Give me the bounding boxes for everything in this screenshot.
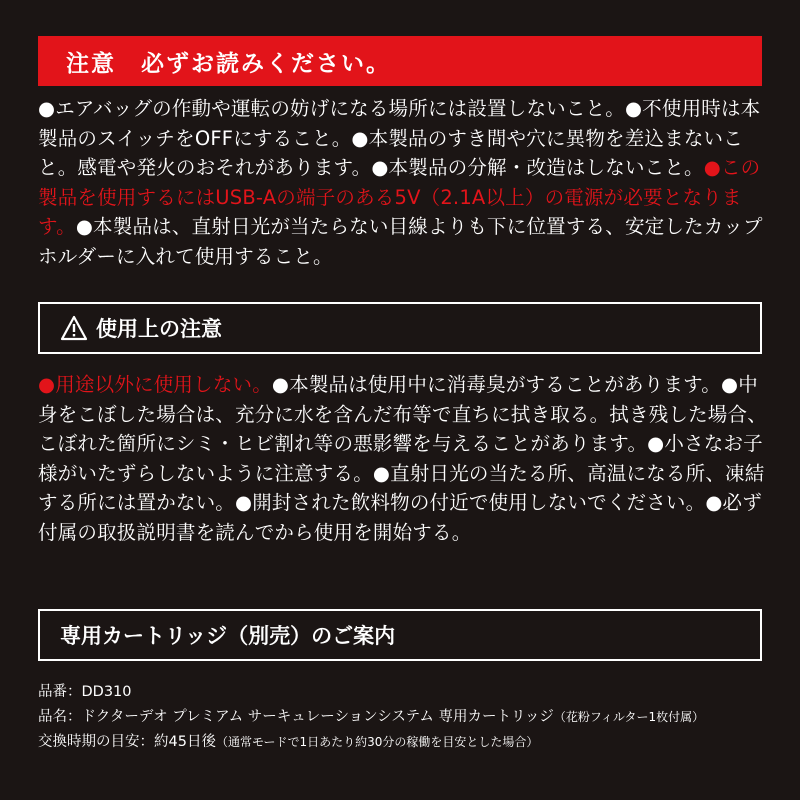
usage-section-title: 使用上の注意 [96, 317, 222, 341]
replacement-main: 交換時期の目安：約45日後 [38, 733, 216, 750]
caution-paragraph [38, 94, 768, 272]
product-name-main: 品名：ドクターデオ プレミアム サーキュレーションシステム 専用カートリッジ [38, 708, 554, 725]
usage-red-warning: ●用途以外に使用しない。 [38, 373, 272, 396]
caution-text-1: ●エアバッグの作動や運転の妨げになる場所には設置しないこと。●不使用時は本製品のスイッチをOFFにすること。●本製品のすき間や穴に異物を差込まないこと。感電や発火のおそれがあります。●本製品の分解・改造はしないこと。 [38, 97, 761, 180]
cartridge-section-title: 専用カートリッジ（別売）のご案内 [60, 624, 396, 648]
usage-paragraph [38, 370, 768, 548]
replacement-note: （通常モードで1日あたり約30分の稼働を目安とした場合） [215, 734, 539, 749]
product-name [38, 705, 778, 730]
usage-section-header [38, 302, 762, 354]
cartridge-specs [38, 680, 778, 754]
usage-text: ●本製品は使用中に消毒臭がすることがあります。●中身をこぼした場合は、充分に水を含んだ布等で直ちに拭き取る。拭き残した場合、こぼれた箇所にシミ・ヒビ割れ等の悪影響を与えることがあります。●小さなお子様がいたずらしないように注意する。●直射日光の当たる所、高温になる所、凍結する所には置かない。●開封された飲料物の付近で使用しないでください。●必ず付属の取扱説明書を読んでから使用を開始する。 [38, 373, 767, 544]
warning-triangle-icon [60, 315, 88, 341]
replacement-timing [38, 730, 778, 755]
cartridge-section-header [38, 609, 762, 661]
banner-title: 注意 必ずお読みください。 [66, 50, 391, 77]
caution-power-warning: ●この製品を使用するにはUSB-Aの端子のある5V（2.1A以上）の電源が必要となります。 [38, 156, 761, 239]
product-name-note: （花粉フィルター1枚付属） [553, 709, 705, 724]
caution-banner [38, 36, 762, 86]
caution-text-2: ●本製品は、直射日光が当たらない目線よりも下に位置する、安定したカップホルダーに入れて使用すること。 [38, 215, 763, 268]
part-number: 品番：DD310 [38, 684, 132, 700]
